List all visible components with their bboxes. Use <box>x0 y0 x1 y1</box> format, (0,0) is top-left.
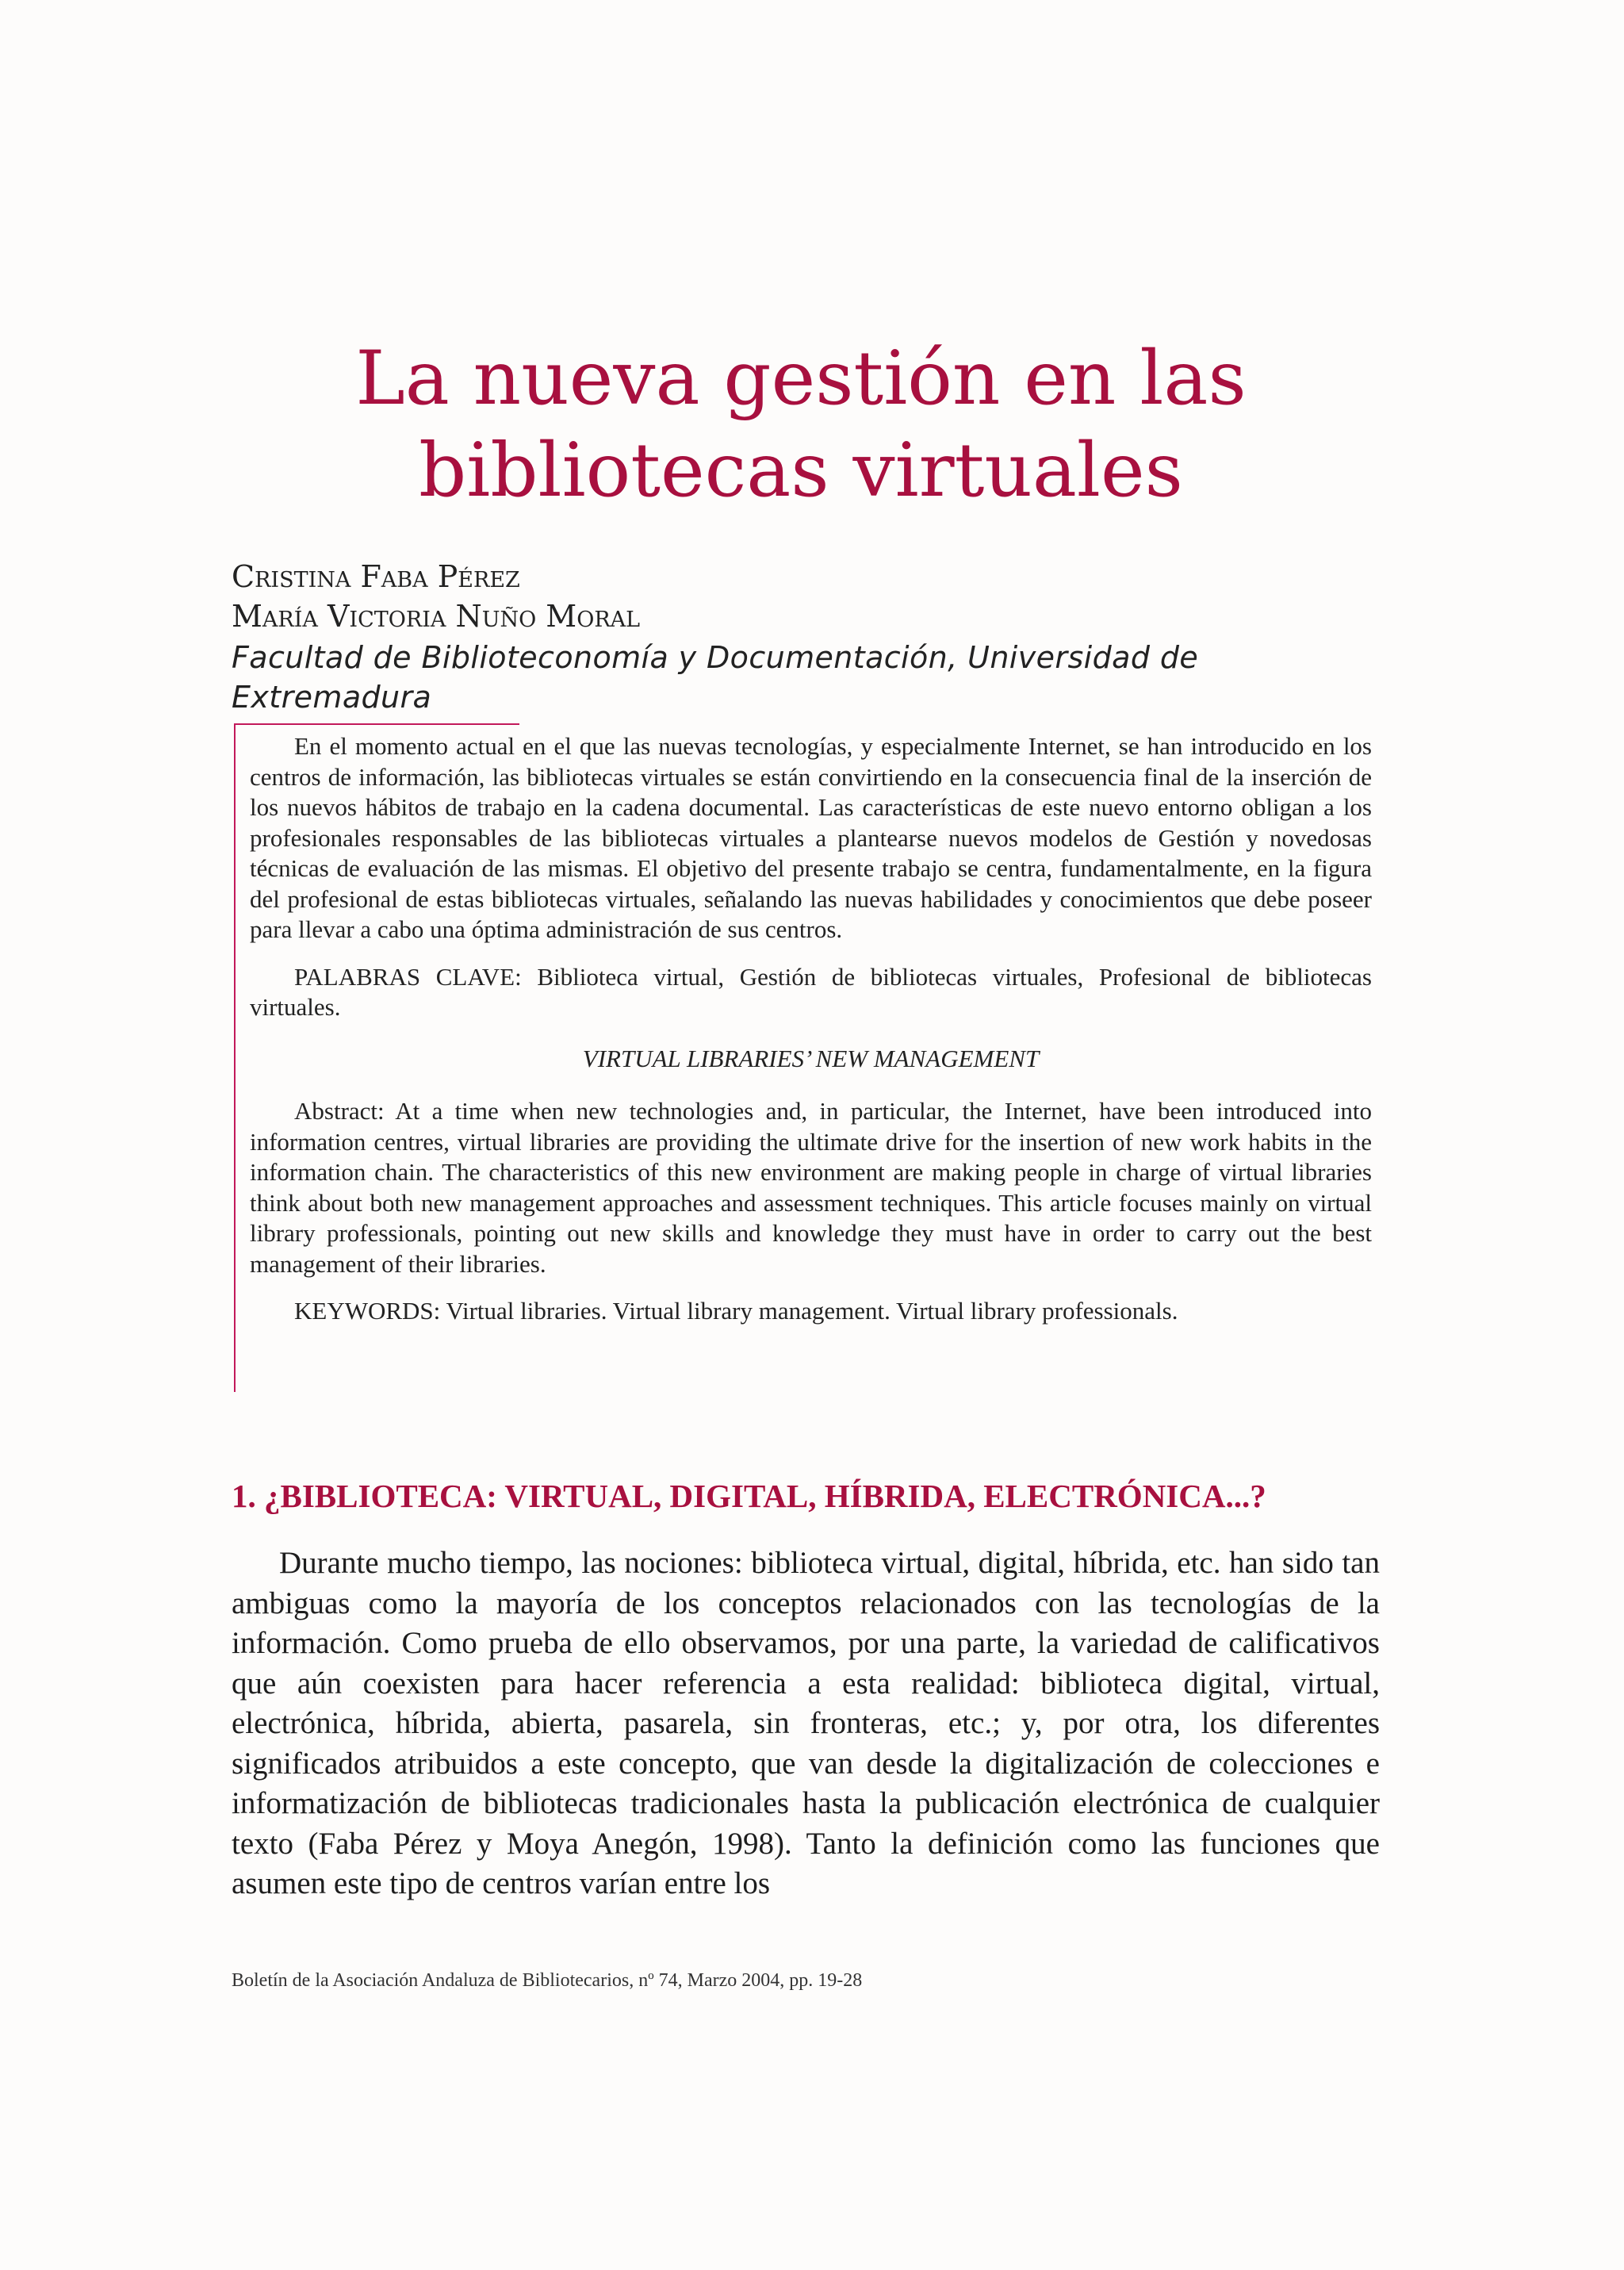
abstract-content <box>250 731 1372 1344</box>
page-footer: Boletín de la Asociación Andaluza de Bibliotecarios, nº 74, Marzo 2004, pp. 19-28 <box>232 1970 863 1991</box>
abstract-top-rule <box>234 723 519 725</box>
author-name: María Victoria Nuño Moral <box>232 599 641 634</box>
keywords-english: KEYWORDS: Virtual libraries. Virtual library management. Virtual library professionals. <box>294 1297 1178 1325</box>
abstract-english: Abstract: At a time when new technologies and, in particular, the Internet, have been introduced into information centres, virtual libraries are providing the ultimate drive for the insertion of new work habits in the information chain. The characteristics of this new environment are making people in charge of virtual libraries think about both new management approaches and assessment techniques. This article focuses mainly on virtual library professionals, pointing out new skills and knowledge they must have in order to carry out the best management of their libraries. <box>250 1097 1372 1278</box>
abstract-left-rule <box>234 723 236 1392</box>
body-paragraph: Durante mucho tiempo, las nociones: biblioteca virtual, digital, híbrida, etc. han sido tan ambiguas como la mayoría de los conceptos relacionados con las tecnologías de la información. Como prueba de ello observamos, por una parte, la variedad de calificativos que aún coexisten para hacer referencia a esta realidad: biblioteca digital, virtual, electrónica, híbrida, abierta, pasarela, sin fronteras, etc.; y, por otra, los diferentes significados atribuidos a este concepto, que van desde la digitalización de colecciones e informatización de bibliotecas tradicionales hasta la publicación electrónica de cualquier texto (Faba Pérez y Moya Anegón, 1998). Tanto la definición como las funciones que asumen este tipo de centros varían entre los <box>232 1546 1380 1900</box>
english-title: VIRTUAL LIBRARIES’ NEW MANAGEMENT <box>582 1044 1040 1072</box>
abstract-box <box>234 723 1376 1392</box>
section-heading: 1. ¿BIBLIOTECA: VIRTUAL, DIGITAL, HÍBRIDA, ELECTRÓNICA...? <box>232 1478 1266 1514</box>
author-affiliation: Facultad de Biblioteconomía y Documentación, Universidad de Extremadura <box>232 640 1199 715</box>
author-name: Cristina Faba Pérez <box>232 559 520 594</box>
title-line-1: La nueva gestión en las <box>355 336 1247 422</box>
abstract-spanish: En el momento actual en el que las nuevas tecnologías, y especialmente Internet, se han introducido en los centros de información, las bibliotecas virtuales se están convirtiendo en la consecuencia final de la inserción de los nuevos hábitos de trabajo en la cadena documental. Las características de este nuevo entorno obligan a los profesionales responsables de las bibliotecas virtuales a plantearse nuevos modelos de Gestión y novedosas técnicas de evaluación de las mismas. El objetivo del presente trabajo se centra, fundamentalmente, en la figura del profesional de estas bibliotecas virtuales, señalando las nuevas habilidades y conocimientos que debe poseer para llevar a cabo una óptima administración de sus centros. <box>250 732 1372 943</box>
title-line-2: bibliotecas virtuales <box>419 428 1183 514</box>
author-block <box>232 557 1389 717</box>
article-title <box>238 333 1364 517</box>
keywords-spanish: PALABRAS CLAVE: Biblioteca virtual, Gestión de bibliotecas virtuales, Profesional de bibliotecas virtuales. <box>250 962 1372 1021</box>
